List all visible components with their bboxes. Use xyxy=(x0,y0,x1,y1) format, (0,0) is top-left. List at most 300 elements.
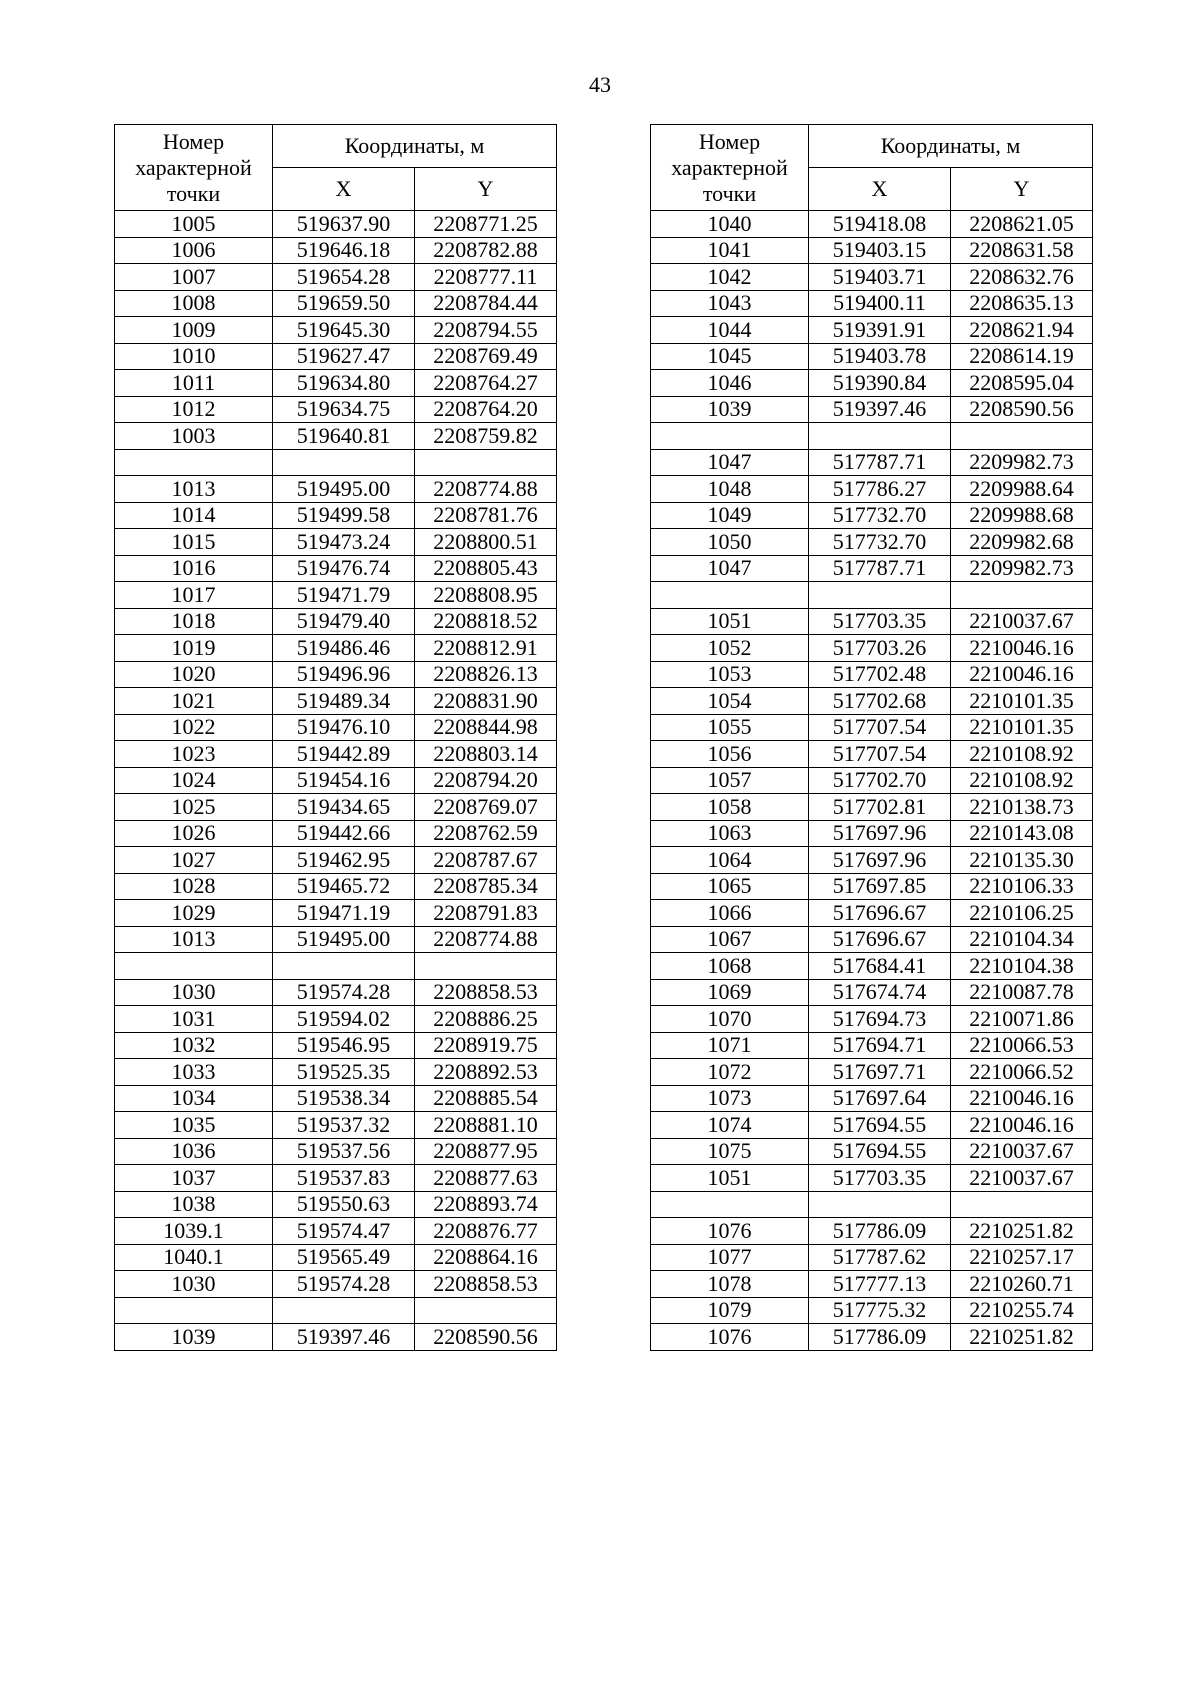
point-number-cell: 1051 xyxy=(651,608,809,635)
table-row xyxy=(651,529,1093,556)
y-coordinate-cell: 2208818.52 xyxy=(415,608,557,635)
y-coordinate-cell: 2208787.67 xyxy=(415,847,557,874)
point-number-cell: 1078 xyxy=(651,1271,809,1298)
y-coordinate-cell: 2210037.67 xyxy=(951,1138,1093,1165)
x-coordinate-cell: 517702.81 xyxy=(809,794,951,821)
y-coordinate-cell: 2208759.82 xyxy=(415,423,557,450)
x-coordinate-cell: 517702.48 xyxy=(809,661,951,688)
point-number-cell: 1074 xyxy=(651,1112,809,1139)
y-coordinate-cell: 2208876.77 xyxy=(415,1218,557,1245)
x-coordinate-cell xyxy=(273,953,415,980)
point-number-cell: 1019 xyxy=(115,635,273,662)
point-number-cell: 1052 xyxy=(651,635,809,662)
x-coordinate-cell: 517777.13 xyxy=(809,1271,951,1298)
point-number-cell: 1008 xyxy=(115,290,273,317)
x-coordinate-cell: 519496.96 xyxy=(273,661,415,688)
table-row xyxy=(115,211,557,238)
point-number-cell: 1069 xyxy=(651,979,809,1006)
y-coordinate-cell: 2208803.14 xyxy=(415,741,557,768)
point-number-cell: 1047 xyxy=(651,449,809,476)
x-coordinate-cell: 519403.15 xyxy=(809,237,951,264)
point-number-cell: 1016 xyxy=(115,555,273,582)
table-row xyxy=(651,449,1093,476)
y-coordinate-cell: 2210087.78 xyxy=(951,979,1093,1006)
point-number-cell: 1025 xyxy=(115,794,273,821)
y-coordinate-cell: 2210260.71 xyxy=(951,1271,1093,1298)
point-number-cell: 1073 xyxy=(651,1085,809,1112)
y-coordinate-cell: 2208764.20 xyxy=(415,396,557,423)
x-coordinate-cell xyxy=(809,1191,951,1218)
y-coordinate-cell: 2208769.49 xyxy=(415,343,557,370)
point-number-cell xyxy=(115,1297,273,1324)
header-point-number xyxy=(651,125,809,211)
table-row xyxy=(115,714,557,741)
x-coordinate-cell: 519538.34 xyxy=(273,1085,415,1112)
x-coordinate-cell: 519390.84 xyxy=(809,370,951,397)
y-coordinate-cell xyxy=(951,1191,1093,1218)
point-number-cell: 1047 xyxy=(651,555,809,582)
point-number-cell: 1032 xyxy=(115,1032,273,1059)
table-row xyxy=(651,608,1093,635)
y-coordinate-cell: 2208774.88 xyxy=(415,476,557,503)
point-number-cell: 1050 xyxy=(651,529,809,556)
header-x: X xyxy=(273,168,415,211)
point-number-cell: 1020 xyxy=(115,661,273,688)
point-number-cell: 1006 xyxy=(115,237,273,264)
y-coordinate-cell: 2210108.92 xyxy=(951,767,1093,794)
point-number-cell: 1076 xyxy=(651,1218,809,1245)
y-coordinate-cell: 2210104.38 xyxy=(951,953,1093,980)
table-row xyxy=(651,237,1093,264)
table-row xyxy=(651,396,1093,423)
x-coordinate-cell xyxy=(809,582,951,609)
table-row xyxy=(651,714,1093,741)
point-number-cell: 1017 xyxy=(115,582,273,609)
point-number-cell: 1051 xyxy=(651,1165,809,1192)
table-row xyxy=(651,1165,1093,1192)
x-coordinate-cell: 519489.34 xyxy=(273,688,415,715)
y-coordinate-cell: 2210135.30 xyxy=(951,847,1093,874)
point-number-cell: 1039.1 xyxy=(115,1218,273,1245)
table-row xyxy=(115,502,557,529)
x-coordinate-cell: 519479.40 xyxy=(273,608,415,635)
table-row xyxy=(115,767,557,794)
table-row xyxy=(651,264,1093,291)
y-coordinate-cell: 2208885.54 xyxy=(415,1085,557,1112)
point-number-cell: 1029 xyxy=(115,900,273,927)
y-coordinate-cell xyxy=(415,449,557,476)
table-row xyxy=(651,290,1093,317)
table-row xyxy=(115,608,557,635)
point-number-cell: 1039 xyxy=(651,396,809,423)
point-number-cell: 1031 xyxy=(115,1006,273,1033)
table-row xyxy=(115,1085,557,1112)
x-coordinate-cell: 519391.91 xyxy=(809,317,951,344)
x-coordinate-cell: 517787.62 xyxy=(809,1244,951,1271)
point-number-cell xyxy=(115,449,273,476)
x-coordinate-cell: 517786.27 xyxy=(809,476,951,503)
table-row xyxy=(651,211,1093,238)
point-number-cell: 1053 xyxy=(651,661,809,688)
y-coordinate-cell: 2210037.67 xyxy=(951,608,1093,635)
table-row xyxy=(651,926,1093,953)
point-number-cell: 1065 xyxy=(651,873,809,900)
table-row xyxy=(651,873,1093,900)
table-row xyxy=(115,1218,557,1245)
y-coordinate-cell: 2208764.27 xyxy=(415,370,557,397)
table-row xyxy=(115,476,557,503)
y-coordinate-cell: 2210071.86 xyxy=(951,1006,1093,1033)
header-y: Y xyxy=(951,168,1093,211)
table-row xyxy=(651,1191,1093,1218)
point-number-cell: 1036 xyxy=(115,1138,273,1165)
y-coordinate-cell xyxy=(951,423,1093,450)
x-coordinate-cell: 519546.95 xyxy=(273,1032,415,1059)
header-coordinates: Координаты, м xyxy=(273,125,557,168)
y-coordinate-cell: 2209982.73 xyxy=(951,449,1093,476)
x-coordinate-cell: 517702.70 xyxy=(809,767,951,794)
x-coordinate-cell: 517703.26 xyxy=(809,635,951,662)
y-coordinate-cell: 2208621.94 xyxy=(951,317,1093,344)
point-number-cell: 1072 xyxy=(651,1059,809,1086)
y-coordinate-cell: 2208877.63 xyxy=(415,1165,557,1192)
point-number-cell: 1043 xyxy=(651,290,809,317)
point-number-cell: 1022 xyxy=(115,714,273,741)
y-coordinate-cell: 2208800.51 xyxy=(415,529,557,556)
y-coordinate-cell: 2210138.73 xyxy=(951,794,1093,821)
y-coordinate-cell: 2208769.07 xyxy=(415,794,557,821)
y-coordinate-cell: 2208794.20 xyxy=(415,767,557,794)
table-row xyxy=(651,1244,1093,1271)
y-coordinate-cell: 2210046.16 xyxy=(951,635,1093,662)
table-row xyxy=(115,317,557,344)
x-coordinate-cell: 519403.71 xyxy=(809,264,951,291)
x-coordinate-cell: 519550.63 xyxy=(273,1191,415,1218)
y-coordinate-cell: 2208791.83 xyxy=(415,900,557,927)
point-number-cell: 1044 xyxy=(651,317,809,344)
header-point-number-line: точки xyxy=(166,180,221,206)
point-number-cell: 1034 xyxy=(115,1085,273,1112)
table-row xyxy=(651,1006,1093,1033)
table-row xyxy=(115,1244,557,1271)
table-row xyxy=(115,449,557,476)
y-coordinate-cell: 2208844.98 xyxy=(415,714,557,741)
y-coordinate-cell: 2210251.82 xyxy=(951,1324,1093,1351)
y-coordinate-cell: 2208805.43 xyxy=(415,555,557,582)
x-coordinate-cell: 519476.74 xyxy=(273,555,415,582)
point-number-cell: 1038 xyxy=(115,1191,273,1218)
table-row xyxy=(115,741,557,768)
y-coordinate-cell: 2208632.76 xyxy=(951,264,1093,291)
y-coordinate-cell: 2208635.13 xyxy=(951,290,1093,317)
point-number-cell: 1054 xyxy=(651,688,809,715)
x-coordinate-cell: 519565.49 xyxy=(273,1244,415,1271)
x-coordinate-cell: 517696.67 xyxy=(809,900,951,927)
table-row xyxy=(115,1271,557,1298)
point-number-cell: 1033 xyxy=(115,1059,273,1086)
table-row xyxy=(115,529,557,556)
point-number-cell: 1013 xyxy=(115,476,273,503)
y-coordinate-cell: 2208826.13 xyxy=(415,661,557,688)
x-coordinate-cell: 517707.54 xyxy=(809,741,951,768)
table-row xyxy=(651,979,1093,1006)
point-number-cell: 1077 xyxy=(651,1244,809,1271)
page-number: 43 xyxy=(589,72,611,97)
x-coordinate-cell: 519454.16 xyxy=(273,767,415,794)
table-row xyxy=(115,1324,557,1351)
point-number-cell: 1068 xyxy=(651,953,809,980)
y-coordinate-cell: 2208774.88 xyxy=(415,926,557,953)
point-number-cell: 1003 xyxy=(115,423,273,450)
y-coordinate-cell: 2210066.53 xyxy=(951,1032,1093,1059)
table-row xyxy=(651,502,1093,529)
y-coordinate-cell: 2209982.73 xyxy=(951,555,1093,582)
table-row xyxy=(115,290,557,317)
table-row xyxy=(115,1165,557,1192)
x-coordinate-cell: 517684.41 xyxy=(809,953,951,980)
point-number-cell: 1021 xyxy=(115,688,273,715)
table-row xyxy=(651,476,1093,503)
x-coordinate-cell: 517697.71 xyxy=(809,1059,951,1086)
point-number-cell: 1009 xyxy=(115,317,273,344)
point-number-cell: 1007 xyxy=(115,264,273,291)
header-point-number-line: характерной xyxy=(135,154,252,180)
y-coordinate-cell: 2210257.17 xyxy=(951,1244,1093,1271)
y-coordinate-cell: 2208892.53 xyxy=(415,1059,557,1086)
table-row xyxy=(651,1112,1093,1139)
x-coordinate-cell: 519637.90 xyxy=(273,211,415,238)
x-coordinate-cell: 517694.55 xyxy=(809,1112,951,1139)
x-coordinate-cell: 519627.47 xyxy=(273,343,415,370)
point-number-cell: 1064 xyxy=(651,847,809,874)
x-coordinate-cell xyxy=(273,449,415,476)
table-row xyxy=(115,794,557,821)
point-number-cell: 1070 xyxy=(651,1006,809,1033)
x-coordinate-cell: 517787.71 xyxy=(809,449,951,476)
table-row xyxy=(115,661,557,688)
point-number-cell xyxy=(115,953,273,980)
table-row xyxy=(651,1297,1093,1324)
table-row xyxy=(115,1138,557,1165)
x-coordinate-cell: 519646.18 xyxy=(273,237,415,264)
y-coordinate-cell: 2210255.74 xyxy=(951,1297,1093,1324)
x-coordinate-cell: 519537.32 xyxy=(273,1112,415,1139)
table-row xyxy=(115,264,557,291)
coordinates-table-left xyxy=(114,124,557,1351)
table-row xyxy=(651,1218,1093,1245)
y-coordinate-cell: 2208595.04 xyxy=(951,370,1093,397)
point-number-cell: 1023 xyxy=(115,741,273,768)
y-coordinate-cell: 2208893.74 xyxy=(415,1191,557,1218)
x-coordinate-cell: 517697.96 xyxy=(809,820,951,847)
x-coordinate-cell xyxy=(273,1297,415,1324)
x-coordinate-cell: 519473.24 xyxy=(273,529,415,556)
x-coordinate-cell: 519645.30 xyxy=(273,317,415,344)
table-row xyxy=(115,635,557,662)
point-number-cell: 1058 xyxy=(651,794,809,821)
point-number-cell: 1067 xyxy=(651,926,809,953)
y-coordinate-cell: 2208858.53 xyxy=(415,979,557,1006)
x-coordinate-cell: 519574.28 xyxy=(273,979,415,1006)
table-row xyxy=(651,343,1093,370)
table-row xyxy=(115,1297,557,1324)
x-coordinate-cell: 519659.50 xyxy=(273,290,415,317)
x-coordinate-cell: 519403.78 xyxy=(809,343,951,370)
table-row xyxy=(115,1112,557,1139)
table-row xyxy=(115,1032,557,1059)
x-coordinate-cell: 517786.09 xyxy=(809,1324,951,1351)
y-coordinate-cell: 2208877.95 xyxy=(415,1138,557,1165)
point-number-cell: 1045 xyxy=(651,343,809,370)
y-coordinate-cell: 2208614.19 xyxy=(951,343,1093,370)
point-number-cell: 1056 xyxy=(651,741,809,768)
x-coordinate-cell: 519397.46 xyxy=(809,396,951,423)
point-number-cell: 1040 xyxy=(651,211,809,238)
point-number-cell: 1030 xyxy=(115,1271,273,1298)
x-coordinate-cell: 519418.08 xyxy=(809,211,951,238)
x-coordinate-cell: 519574.47 xyxy=(273,1218,415,1245)
x-coordinate-cell: 519471.79 xyxy=(273,582,415,609)
table-row xyxy=(651,820,1093,847)
point-number-cell: 1005 xyxy=(115,211,273,238)
x-coordinate-cell: 517694.55 xyxy=(809,1138,951,1165)
x-coordinate-cell: 517694.73 xyxy=(809,1006,951,1033)
y-coordinate-cell: 2208777.11 xyxy=(415,264,557,291)
table-row xyxy=(115,582,557,609)
x-coordinate-cell: 519634.80 xyxy=(273,370,415,397)
x-coordinate-cell: 519476.10 xyxy=(273,714,415,741)
point-number-cell: 1027 xyxy=(115,847,273,874)
y-coordinate-cell: 2210046.16 xyxy=(951,1112,1093,1139)
table-row xyxy=(115,953,557,980)
x-coordinate-cell: 517694.71 xyxy=(809,1032,951,1059)
x-coordinate-cell: 519400.11 xyxy=(809,290,951,317)
x-coordinate-cell: 519471.19 xyxy=(273,900,415,927)
y-coordinate-cell: 2208858.53 xyxy=(415,1271,557,1298)
point-number-cell: 1042 xyxy=(651,264,809,291)
x-coordinate-cell: 517786.09 xyxy=(809,1218,951,1245)
table-row xyxy=(651,317,1093,344)
y-coordinate-cell: 2209988.64 xyxy=(951,476,1093,503)
x-coordinate-cell: 517697.64 xyxy=(809,1085,951,1112)
y-coordinate-cell: 2210101.35 xyxy=(951,714,1093,741)
table-row xyxy=(651,1324,1093,1351)
x-coordinate-cell: 517787.71 xyxy=(809,555,951,582)
x-coordinate-cell: 519486.46 xyxy=(273,635,415,662)
point-number-cell: 1075 xyxy=(651,1138,809,1165)
y-coordinate-cell: 2208785.34 xyxy=(415,873,557,900)
table-row xyxy=(651,953,1093,980)
point-number-cell: 1063 xyxy=(651,820,809,847)
table-row xyxy=(651,555,1093,582)
table-row xyxy=(651,635,1093,662)
x-coordinate-cell: 517697.96 xyxy=(809,847,951,874)
point-number-cell: 1013 xyxy=(115,926,273,953)
table-row xyxy=(651,1271,1093,1298)
table-row xyxy=(651,582,1093,609)
point-number-cell: 1076 xyxy=(651,1324,809,1351)
y-coordinate-cell: 2210251.82 xyxy=(951,1218,1093,1245)
y-coordinate-cell: 2208631.58 xyxy=(951,237,1093,264)
x-coordinate-cell: 519495.00 xyxy=(273,926,415,953)
point-number-cell: 1071 xyxy=(651,1032,809,1059)
table-row xyxy=(651,794,1093,821)
table-row xyxy=(115,820,557,847)
x-coordinate-cell xyxy=(809,423,951,450)
y-coordinate-cell: 2210101.35 xyxy=(951,688,1093,715)
y-coordinate-cell xyxy=(415,1297,557,1324)
y-coordinate-cell: 2210106.25 xyxy=(951,900,1093,927)
point-number-cell: 1049 xyxy=(651,502,809,529)
header-coordinates: Координаты, м xyxy=(809,125,1093,168)
y-coordinate-cell: 2210104.34 xyxy=(951,926,1093,953)
table-row xyxy=(115,926,557,953)
point-number-cell: 1030 xyxy=(115,979,273,1006)
x-coordinate-cell: 517732.70 xyxy=(809,502,951,529)
y-coordinate-cell: 2208590.56 xyxy=(951,396,1093,423)
point-number-cell: 1011 xyxy=(115,370,273,397)
header-x: X xyxy=(809,168,951,211)
y-coordinate-cell: 2208794.55 xyxy=(415,317,557,344)
header-point-number-line: характерной xyxy=(671,154,788,180)
point-number-cell: 1028 xyxy=(115,873,273,900)
y-coordinate-cell: 2209982.68 xyxy=(951,529,1093,556)
point-number-cell: 1055 xyxy=(651,714,809,741)
table-row xyxy=(651,370,1093,397)
point-number-cell xyxy=(651,423,809,450)
y-coordinate-cell: 2210108.92 xyxy=(951,741,1093,768)
point-number-cell: 1024 xyxy=(115,767,273,794)
table-row xyxy=(115,1059,557,1086)
y-coordinate-cell: 2208831.90 xyxy=(415,688,557,715)
table-row xyxy=(115,423,557,450)
x-coordinate-cell: 519654.28 xyxy=(273,264,415,291)
table-row xyxy=(651,767,1093,794)
x-coordinate-cell: 519574.28 xyxy=(273,1271,415,1298)
x-coordinate-cell: 519537.56 xyxy=(273,1138,415,1165)
x-coordinate-cell: 519442.66 xyxy=(273,820,415,847)
point-number-cell: 1048 xyxy=(651,476,809,503)
x-coordinate-cell: 519495.00 xyxy=(273,476,415,503)
point-number-cell: 1040.1 xyxy=(115,1244,273,1271)
x-coordinate-cell: 517775.32 xyxy=(809,1297,951,1324)
y-coordinate-cell: 2210046.16 xyxy=(951,1085,1093,1112)
point-number-cell: 1066 xyxy=(651,900,809,927)
point-number-cell: 1046 xyxy=(651,370,809,397)
y-coordinate-cell: 2210037.67 xyxy=(951,1165,1093,1192)
x-coordinate-cell: 519465.72 xyxy=(273,873,415,900)
table-row xyxy=(115,237,557,264)
x-coordinate-cell: 517697.85 xyxy=(809,873,951,900)
y-coordinate-cell: 2208881.10 xyxy=(415,1112,557,1139)
point-number-cell xyxy=(651,582,809,609)
y-coordinate-cell: 2208781.76 xyxy=(415,502,557,529)
y-coordinate-cell: 2208621.05 xyxy=(951,211,1093,238)
table-row xyxy=(115,343,557,370)
coordinates-table-right xyxy=(650,124,1093,1351)
table-row xyxy=(651,1059,1093,1086)
table-row xyxy=(115,688,557,715)
point-number-cell: 1018 xyxy=(115,608,273,635)
table-row xyxy=(651,1138,1093,1165)
y-coordinate-cell: 2208812.91 xyxy=(415,635,557,662)
table-row xyxy=(115,370,557,397)
x-coordinate-cell: 519525.35 xyxy=(273,1059,415,1086)
point-number-cell: 1057 xyxy=(651,767,809,794)
point-number-cell: 1010 xyxy=(115,343,273,370)
table-row xyxy=(115,979,557,1006)
x-coordinate-cell: 517703.35 xyxy=(809,608,951,635)
